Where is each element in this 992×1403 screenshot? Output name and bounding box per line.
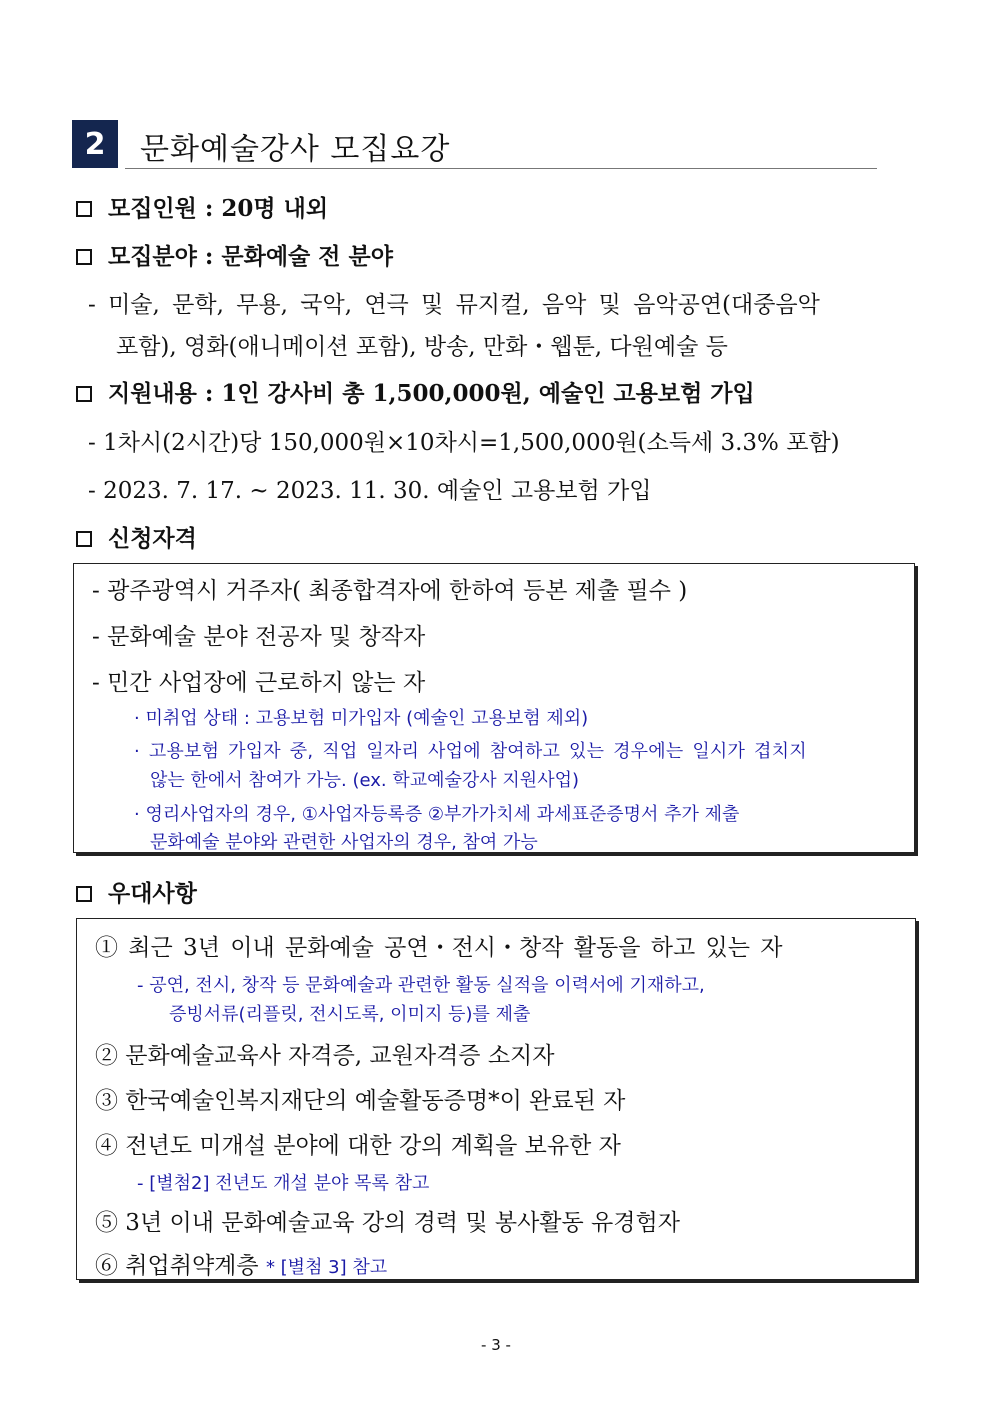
- preference-heading: 우대사항: [76, 875, 197, 908]
- checkbox-square-icon: [76, 886, 92, 902]
- eligibility-note-business-a: · 영리사업자의 경우, ①사업자등록증 ②부가가치세 과세표준증명서 추가 제출: [134, 804, 740, 825]
- section-number-badge: 2: [72, 120, 118, 168]
- recruit-field-heading: 모집분야 : 문화예술 전 분야: [76, 238, 393, 271]
- page-number: - 3 -: [481, 1336, 511, 1354]
- eligibility-note-insured-b: 않는 한에서 참여가 가능. (ex. 학교예술강사 지원사업): [150, 770, 579, 791]
- section-title-underline: [125, 168, 877, 169]
- checkbox-square-icon: [76, 386, 92, 402]
- preference-item-3: ③ 한국예술인복지재단의 예술활동증명*이 완료된 자: [95, 1088, 626, 1114]
- eligibility-note-insured-a: · 고용보험 가입자 중, 직업 일자리 사업에 참여하고 있는 경우에는 일시가 겹치지: [134, 741, 807, 762]
- field-list-line2: 포함), 영화(애니메이션 포함), 방송, 만화・웹툰, 다원예술 등: [116, 334, 728, 360]
- preference-item-2: ② 문화예술교육사 자격증, 교원자격증 소지자: [95, 1043, 555, 1069]
- support-detail-fee: - 1차시(2시간)당 150,000원×10차시=1,500,000원(소득세 3.3% 포함): [88, 430, 840, 456]
- preference-item-4: ④ 전년도 미개설 분야에 대한 강의 계획을 보유한 자: [95, 1133, 621, 1159]
- preference-item-6-note: * [별첨 3] 참고: [265, 1257, 388, 1278]
- preference-item-5: ⑤ 3년 이내 문화예술교육 강의 경력 및 봉사활동 유경험자: [95, 1210, 680, 1236]
- checkbox-square-icon: [76, 249, 92, 265]
- preference-item-1-note-a: - 공연, 전시, 창작 등 문화예술과 관련한 활동 실적을 이력서에 기재하고,: [137, 975, 705, 996]
- field-list-line1: - 미술, 문학, 무용, 국악, 연극 및 뮤지컬, 음악 및 음악공연(대중음악: [88, 292, 820, 318]
- preference-item-4-note: - [별첨2] 전년도 개설 분야 목록 참고: [137, 1173, 430, 1194]
- eligibility-not-employed: - 민간 사업장에 근로하지 않는 자: [92, 670, 426, 696]
- eligibility-major: - 문화예술 분야 전공자 및 창작자: [92, 624, 426, 650]
- checkbox-square-icon: [76, 201, 92, 217]
- section-title: 문화예술강사 모집요강: [140, 132, 451, 167]
- recruit-count-heading: 모집인원 : 20명 내외: [76, 190, 328, 223]
- checkbox-square-icon: [76, 531, 92, 547]
- eligibility-heading: 신청자격: [76, 520, 197, 553]
- preference-box: [76, 918, 916, 1280]
- eligibility-note-business-b: 문화예술 분야와 관련한 사업자의 경우, 참여 가능: [150, 832, 538, 853]
- preference-item-1: ① 최근 3년 이내 문화예술 공연・전시・창작 활동을 하고 있는 자: [95, 935, 783, 961]
- support-detail-insurance: - 2023. 7. 17. ~ 2023. 11. 30. 예술인 고용보험 가입: [88, 478, 652, 504]
- support-heading: 지원내용 : 1인 강사비 총 1,500,000원, 예술인 고용보험 가입: [76, 375, 755, 408]
- eligibility-note-unemployed: · 미취업 상태 : 고용보험 미가입자 (예술인 고용보험 제외): [134, 708, 589, 729]
- preference-item-6: ⑥ 취업취약계층 * [별첨 3] 참고: [95, 1253, 388, 1279]
- eligibility-box: [73, 563, 915, 853]
- preference-item-1-note-b: 증빙서류(리플릿, 전시도록, 이미지 등)를 제출: [169, 1004, 531, 1025]
- eligibility-residence: - 광주광역시 거주자( 최종합격자에 한하여 등본 제출 필수 ): [92, 578, 688, 604]
